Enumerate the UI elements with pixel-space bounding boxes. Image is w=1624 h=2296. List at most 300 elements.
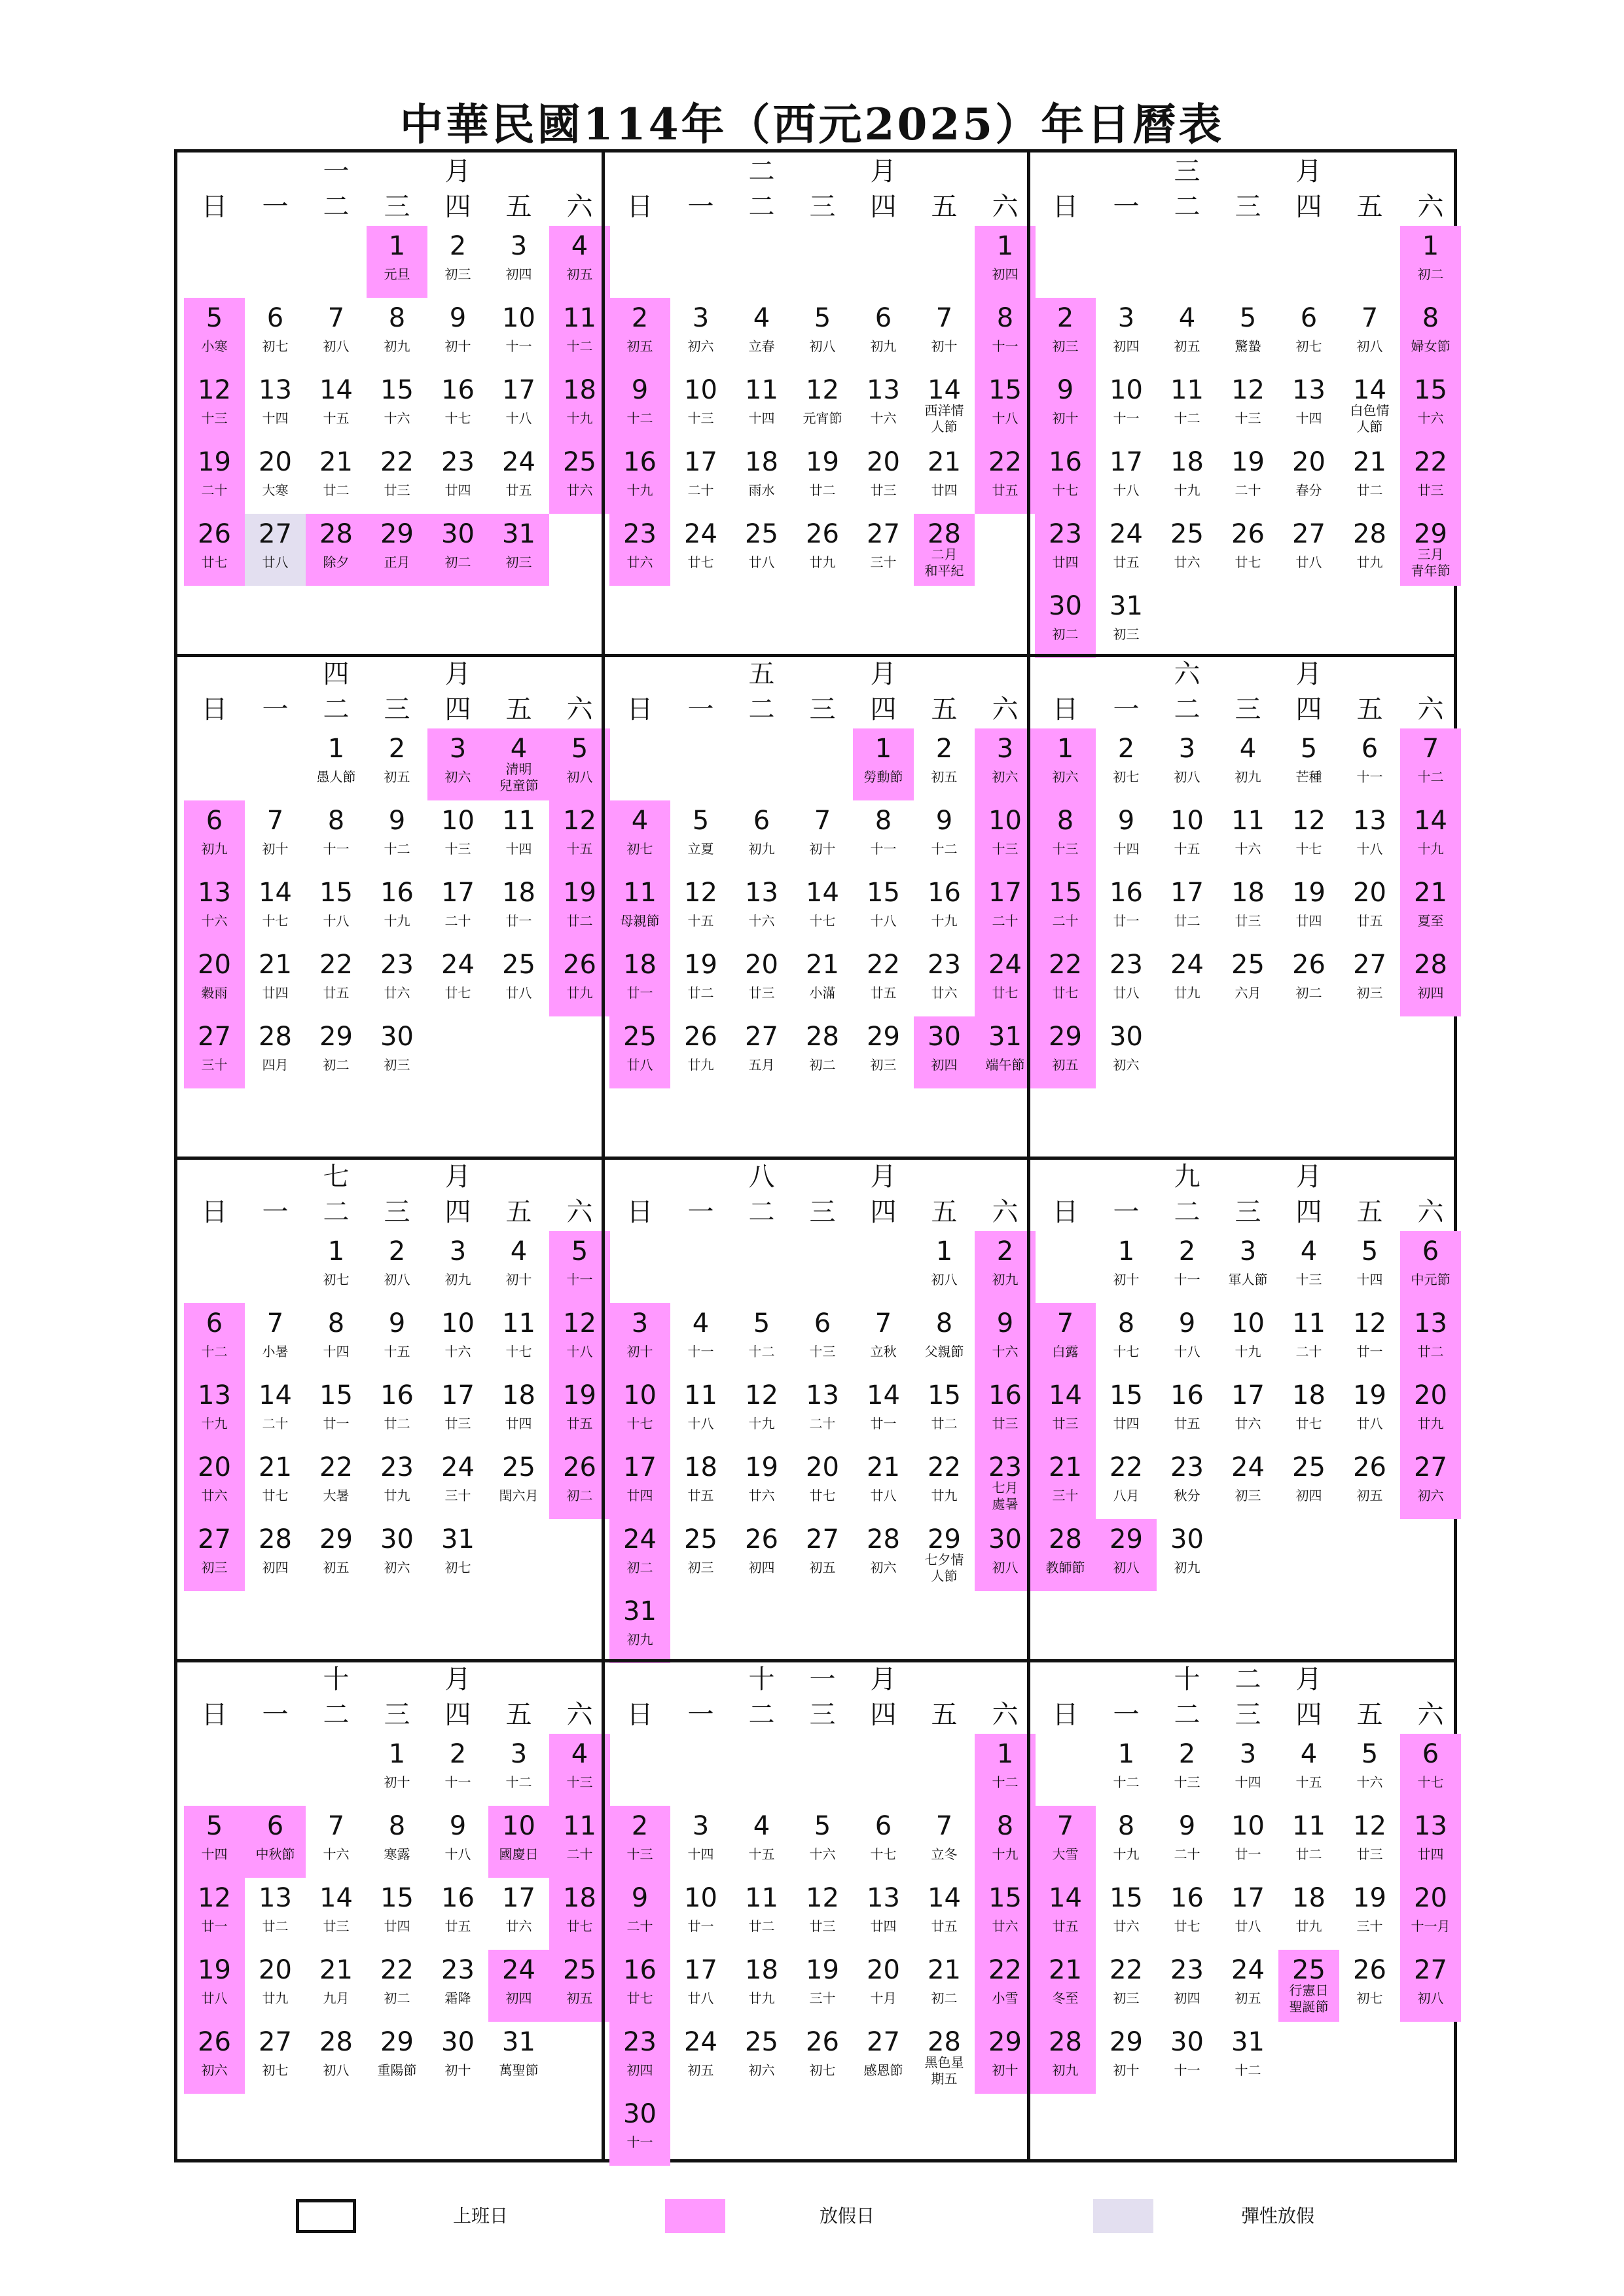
month-title-char: 四	[323, 659, 350, 689]
day-number: 18	[1292, 1380, 1326, 1410]
lunar-note: 十五	[687, 913, 714, 929]
month-block	[603, 1158, 1028, 1660]
lunar-note: 廿八	[201, 1990, 228, 2006]
day-number: 3	[1239, 1739, 1257, 1769]
day-number: 14	[867, 1380, 900, 1410]
day-number: 6	[266, 303, 284, 333]
day-cell	[1096, 298, 1157, 370]
day-number: 4	[692, 1308, 710, 1338]
day-cell	[306, 370, 367, 442]
day-number: 30	[623, 2099, 657, 2129]
day-number: 11	[1292, 1308, 1326, 1338]
day-cell	[670, 1878, 731, 1950]
day-cell	[731, 1950, 792, 2022]
lunar-note: 初七	[809, 2062, 836, 2078]
lunar-note: 西洋情 人節	[924, 403, 964, 435]
lunar-note: 初六	[201, 2062, 228, 2078]
day-cell	[1157, 370, 1218, 442]
lunar-note: 初三	[444, 266, 471, 282]
lunar-note: 初二	[626, 1560, 653, 1575]
day-cell	[1157, 1375, 1218, 1447]
day-number: 2	[1178, 1739, 1196, 1769]
day-number: 7	[327, 303, 345, 333]
weekday-label: 一	[687, 694, 714, 725]
day-cell	[367, 1375, 427, 1447]
day-cell	[731, 442, 792, 514]
day-cell-holiday	[609, 1016, 670, 1088]
lunar-note: 十六	[748, 913, 775, 929]
day-cell	[792, 1375, 853, 1447]
day-number: 15	[867, 878, 900, 908]
lunar-note: 廿六	[1113, 1918, 1140, 1934]
lunar-note: 父親節	[924, 1344, 964, 1359]
day-cell-holiday	[184, 1447, 245, 1519]
lunar-note: 初七	[1295, 338, 1322, 354]
lunar-note: 初十	[384, 1774, 410, 1790]
lunar-note: 初三	[201, 1560, 228, 1575]
day-number: 27	[1414, 1452, 1447, 1482]
day-number: 10	[623, 1380, 657, 1410]
day-number: 1	[1117, 1236, 1135, 1266]
day-number: 17	[684, 447, 717, 477]
day-number: 25	[502, 950, 535, 980]
lunar-note: 初六	[444, 769, 471, 785]
day-cell	[914, 2022, 975, 2094]
lunar-note: 初二	[1052, 626, 1079, 642]
weekday-label: 一	[262, 1700, 289, 1730]
day-cell	[914, 728, 975, 800]
day-cell	[914, 1375, 975, 1447]
day-number: 22	[988, 1955, 1022, 1985]
day-cell-holiday	[1400, 1734, 1461, 1806]
lunar-note: 夏至	[1417, 913, 1444, 929]
day-number: 5	[814, 1811, 831, 1841]
day-number: 8	[996, 1811, 1014, 1841]
day-number: 14	[928, 375, 961, 405]
day-cell	[914, 1806, 975, 1878]
lunar-note: 廿二	[323, 482, 350, 498]
day-cell	[853, 1016, 914, 1088]
month-title	[603, 156, 1028, 187]
day-cell-holiday	[1035, 872, 1096, 944]
lunar-note: 初九	[1174, 1560, 1200, 1575]
lunar-note: 十六	[1356, 1774, 1383, 1790]
day-cell-holiday	[1035, 1447, 1096, 1519]
day-cell-holiday	[1035, 298, 1096, 370]
lunar-note: 十八	[323, 913, 350, 929]
day-cell	[306, 1519, 367, 1591]
weekday-label: 日	[1052, 192, 1079, 222]
day-number: 11	[563, 303, 596, 333]
day-cell-holiday	[1400, 442, 1461, 514]
day-number: 31	[502, 2027, 535, 2057]
day-number: 6	[266, 1811, 284, 1841]
lunar-note: 廿二	[748, 1918, 775, 1934]
day-number: 12	[198, 375, 231, 405]
month-title-char: 二	[748, 156, 775, 187]
lunar-note: 廿四	[444, 482, 471, 498]
day-number: 29	[319, 1524, 353, 1554]
day-number: 10	[1231, 1308, 1265, 1338]
month-title	[177, 156, 603, 187]
day-cell	[853, 298, 914, 370]
day-number: 14	[1049, 1380, 1082, 1410]
day-number: 25	[745, 519, 778, 549]
lunar-note: 初十	[1052, 410, 1079, 426]
day-number: 25	[1170, 519, 1204, 549]
day-number: 18	[1231, 878, 1265, 908]
lunar-note: 廿二	[687, 985, 714, 1001]
day-number: 12	[1353, 1811, 1386, 1841]
day-number: 5	[206, 1811, 223, 1841]
lunar-note: 廿六	[931, 985, 958, 1001]
day-cell	[1218, 442, 1278, 514]
lunar-note: 十月	[870, 1990, 897, 2006]
day-number: 19	[806, 1955, 839, 1985]
month-block	[1028, 1158, 1454, 1660]
day-cell	[367, 1016, 427, 1088]
day-cell-holiday	[184, 944, 245, 1016]
day-number: 25	[1231, 950, 1265, 980]
day-cell	[670, 1303, 731, 1375]
day-number: 27	[1353, 950, 1386, 980]
lunar-note: 初八	[1174, 769, 1200, 785]
day-cell	[853, 370, 914, 442]
day-cell	[367, 1519, 427, 1591]
lunar-note: 十二	[384, 841, 410, 857]
weekday-label: 四	[444, 1700, 471, 1730]
lunar-note: 初七	[1356, 1990, 1383, 2006]
lunar-note: 廿六	[626, 554, 653, 570]
day-number: 4	[1178, 303, 1196, 333]
lunar-note: 廿五	[1356, 913, 1383, 929]
day-number: 16	[1049, 447, 1082, 477]
day-cell	[914, 1303, 975, 1375]
lunar-note: 十九	[1235, 1344, 1261, 1359]
month-title	[1028, 1162, 1454, 1192]
lunar-note: 廿七	[992, 985, 1019, 1001]
day-number: 16	[441, 375, 475, 405]
month-title	[1028, 659, 1454, 689]
day-cell-holiday	[184, 1016, 245, 1088]
lunar-note: 十三	[1235, 410, 1261, 426]
day-cell	[1218, 2022, 1278, 2094]
lunar-note: 初二	[931, 1990, 958, 2006]
lunar-note: 廿八	[626, 1057, 653, 1073]
day-cell	[792, 442, 853, 514]
day-number: 9	[1178, 1308, 1196, 1338]
lunar-note: 春分	[1295, 482, 1322, 498]
lunar-note: 初六	[1113, 1057, 1140, 1073]
day-cell	[1218, 514, 1278, 586]
lunar-note: 十六	[201, 913, 228, 929]
day-cell	[488, 370, 549, 442]
day-cell	[670, 944, 731, 1016]
lunar-note: 廿九	[1417, 1416, 1444, 1431]
day-cell	[1218, 1447, 1278, 1519]
day-cell	[427, 1806, 488, 1878]
day-number: 1	[1056, 734, 1074, 764]
day-cell	[245, 1016, 306, 1088]
lunar-note: 廿八	[687, 1990, 714, 2006]
day-cell-holiday	[1035, 2022, 1096, 2094]
day-number: 7	[1056, 1308, 1074, 1338]
weekday-label: 五	[1356, 1197, 1383, 1227]
day-cell	[427, 872, 488, 944]
day-number: 27	[806, 1524, 839, 1554]
day-cell-holiday	[914, 514, 975, 586]
day-number: 12	[745, 1380, 778, 1410]
day-cell	[1157, 1447, 1218, 1519]
day-number: 13	[1414, 1811, 1447, 1841]
day-cell	[1096, 872, 1157, 944]
lunar-note: 國慶日	[499, 1846, 539, 1862]
day-cell-holiday	[1400, 1878, 1461, 1950]
day-cell-holiday	[609, 1375, 670, 1447]
day-number: 22	[319, 950, 353, 980]
lunar-note: 初二	[1417, 266, 1444, 282]
day-cell	[427, 370, 488, 442]
month-title-char: 九	[1174, 1162, 1200, 1192]
weekday-label: 日	[201, 1197, 228, 1227]
weekday-label: 六	[992, 1197, 1019, 1227]
day-number: 24	[684, 519, 717, 549]
lunar-note: 廿七	[1295, 1416, 1322, 1431]
day-cell	[1339, 370, 1400, 442]
day-number: 7	[266, 806, 284, 836]
day-number: 11	[684, 1380, 717, 1410]
lunar-note: 婦女節	[1411, 338, 1451, 354]
lunar-note: 初九	[870, 338, 897, 354]
day-cell-holiday	[609, 1878, 670, 1950]
day-number: 13	[745, 878, 778, 908]
day-number: 4	[571, 231, 588, 261]
lunar-note: 廿七	[1235, 554, 1261, 570]
lunar-note: 十八	[687, 1416, 714, 1431]
day-cell	[367, 1734, 427, 1806]
lunar-note: 廿六	[748, 1488, 775, 1503]
day-cell	[1157, 1303, 1218, 1375]
day-cell-holiday	[609, 2094, 670, 2166]
day-number: 9	[388, 1308, 406, 1338]
day-number: 22	[1110, 1955, 1143, 1985]
day-cell	[367, 1447, 427, 1519]
day-number: 17	[441, 1380, 475, 1410]
day-number: 28	[806, 1022, 839, 1052]
day-number: 20	[198, 950, 231, 980]
day-number: 23	[441, 1955, 475, 1985]
lunar-note: 初五	[384, 769, 410, 785]
day-number: 20	[198, 1452, 231, 1482]
day-number: 2	[935, 734, 953, 764]
day-cell	[914, 800, 975, 872]
weekday-label: 六	[1417, 1197, 1444, 1227]
day-number: 6	[1422, 1739, 1439, 1769]
day-cell	[670, 872, 731, 944]
lunar-note: 廿五	[444, 1918, 471, 1934]
month-block	[1028, 152, 1454, 655]
day-number: 13	[1292, 375, 1326, 405]
weekday-label: 五	[931, 192, 958, 222]
day-cell-holiday	[1035, 1303, 1096, 1375]
day-number: 3	[510, 231, 528, 261]
lunar-note: 廿八	[505, 985, 532, 1001]
weekday-label: 日	[1052, 1197, 1079, 1227]
day-number: 30	[928, 1022, 961, 1052]
lunar-note: 初三	[505, 554, 532, 570]
lunar-note: 廿四	[931, 482, 958, 498]
day-number: 30	[1170, 2027, 1204, 2057]
weekday-label: 五	[1356, 192, 1383, 222]
day-cell	[792, 1016, 853, 1088]
month-title-char: 月	[444, 1162, 471, 1192]
lunar-note: 十九	[1174, 482, 1200, 498]
lunar-note: 十二	[566, 338, 593, 354]
lunar-note: 十七	[809, 913, 836, 929]
lunar-note: 廿二	[1356, 482, 1383, 498]
day-number: 26	[684, 1022, 717, 1052]
lunar-note: 十五	[384, 1344, 410, 1359]
weekday-label: 二	[748, 1197, 775, 1227]
day-number: 6	[1361, 734, 1379, 764]
day-number: 2	[449, 231, 467, 261]
day-number: 17	[1231, 1883, 1265, 1913]
month-title-char: 十	[323, 1664, 350, 1695]
day-cell	[1339, 1950, 1400, 2022]
lunar-note: 初五	[1235, 1990, 1261, 2006]
day-cell	[367, 728, 427, 800]
day-number: 4	[1239, 734, 1257, 764]
day-cell	[1339, 442, 1400, 514]
day-cell	[1218, 1950, 1278, 2022]
day-number: 6	[753, 806, 770, 836]
day-number: 13	[867, 375, 900, 405]
month-title	[177, 1664, 603, 1695]
lunar-note: 初九	[1235, 769, 1261, 785]
day-number: 26	[198, 2027, 231, 2057]
day-number: 19	[198, 1955, 231, 1985]
lunar-note: 初九	[992, 1272, 1019, 1287]
day-cell	[853, 514, 914, 586]
day-cell	[367, 298, 427, 370]
lunar-note: 初五	[931, 769, 958, 785]
lunar-note: 廿六	[566, 482, 593, 498]
lunar-note: 十二	[1417, 769, 1444, 785]
lunar-note: 廿一	[201, 1918, 228, 1934]
lunar-note: 十七	[1417, 1774, 1444, 1790]
day-cell-holiday	[609, 1519, 670, 1591]
day-cell	[914, 370, 975, 442]
day-cell	[1339, 1806, 1400, 1878]
lunar-note: 廿九	[1295, 1918, 1322, 1934]
lunar-note: 初十	[1113, 1272, 1140, 1287]
lunar-note: 十九	[566, 410, 593, 426]
day-number: 21	[806, 950, 839, 980]
lunar-note: 大雪	[1052, 1846, 1079, 1862]
lunar-note: 廿六	[384, 985, 410, 1001]
day-cell	[367, 2022, 427, 2094]
lunar-note: 廿三	[444, 1416, 471, 1431]
day-number: 26	[563, 1452, 596, 1482]
day-number: 18	[684, 1452, 717, 1482]
lunar-note: 初六	[1052, 769, 1079, 785]
day-number: 1	[875, 734, 892, 764]
lunar-note: 初八	[1113, 1560, 1140, 1575]
lunar-note: 十三	[444, 841, 471, 857]
day-number: 30	[380, 1022, 414, 1052]
lunar-note: 廿七	[444, 985, 471, 1001]
lunar-note: 初六	[384, 1560, 410, 1575]
day-number: 25	[684, 1524, 717, 1554]
day-cell	[306, 800, 367, 872]
day-number: 19	[806, 447, 839, 477]
weekday-label: 一	[262, 192, 289, 222]
row-divider	[177, 1659, 1454, 1662]
day-cell	[306, 872, 367, 944]
lunar-note: 小寒	[201, 338, 228, 354]
day-number: 27	[745, 1022, 778, 1052]
lunar-note: 廿一	[1356, 1344, 1383, 1359]
lunar-note: 十一	[1113, 410, 1140, 426]
lunar-note: 感恩節	[863, 2062, 903, 2078]
month-block	[1028, 655, 1454, 1158]
lunar-note: 廿六	[505, 1918, 532, 1934]
day-number: 9	[449, 1811, 467, 1841]
lunar-note: 初九	[201, 841, 228, 857]
day-number: 12	[1231, 375, 1265, 405]
day-cell	[427, 1950, 488, 2022]
lunar-note: 初四	[1295, 1488, 1322, 1503]
day-cell	[1096, 1806, 1157, 1878]
day-cell	[245, 298, 306, 370]
lunar-note: 初八	[566, 769, 593, 785]
lunar-note: 二十	[566, 1846, 593, 1862]
day-number: 24	[623, 1524, 657, 1554]
day-cell	[1157, 1806, 1218, 1878]
day-number: 16	[1170, 1883, 1204, 1913]
day-cell-holiday	[184, 1375, 245, 1447]
lunar-note: 小滿	[809, 985, 836, 1001]
day-number: 26	[1292, 950, 1326, 980]
day-number: 10	[502, 1811, 535, 1841]
lunar-note: 十九	[1417, 841, 1444, 857]
day-number: 27	[1292, 519, 1326, 549]
weekday-label: 四	[444, 694, 471, 725]
day-cell-holiday	[184, 1806, 245, 1878]
day-number: 2	[631, 1811, 649, 1841]
day-number: 19	[563, 878, 596, 908]
day-number: 22	[867, 950, 900, 980]
lunar-note: 廿六	[1235, 1416, 1261, 1431]
day-number: 31	[502, 519, 535, 549]
lunar-note: 十六	[444, 1344, 471, 1359]
lunar-note: 初八	[384, 1272, 410, 1287]
day-cell	[1157, 2022, 1218, 2094]
lunar-note: 廿五	[687, 1488, 714, 1503]
day-cell	[1096, 1303, 1157, 1375]
month-title	[603, 1664, 1028, 1695]
day-number: 27	[259, 519, 292, 549]
lunar-note: 初四	[931, 1057, 958, 1073]
column-divider	[602, 152, 605, 2159]
day-number: 17	[1231, 1380, 1265, 1410]
day-cell	[731, 944, 792, 1016]
weekday-label: 三	[384, 192, 410, 222]
day-number: 3	[1117, 303, 1135, 333]
lunar-note: 初五	[1356, 1488, 1383, 1503]
day-cell	[670, 1375, 731, 1447]
day-cell-holiday	[609, 1950, 670, 2022]
